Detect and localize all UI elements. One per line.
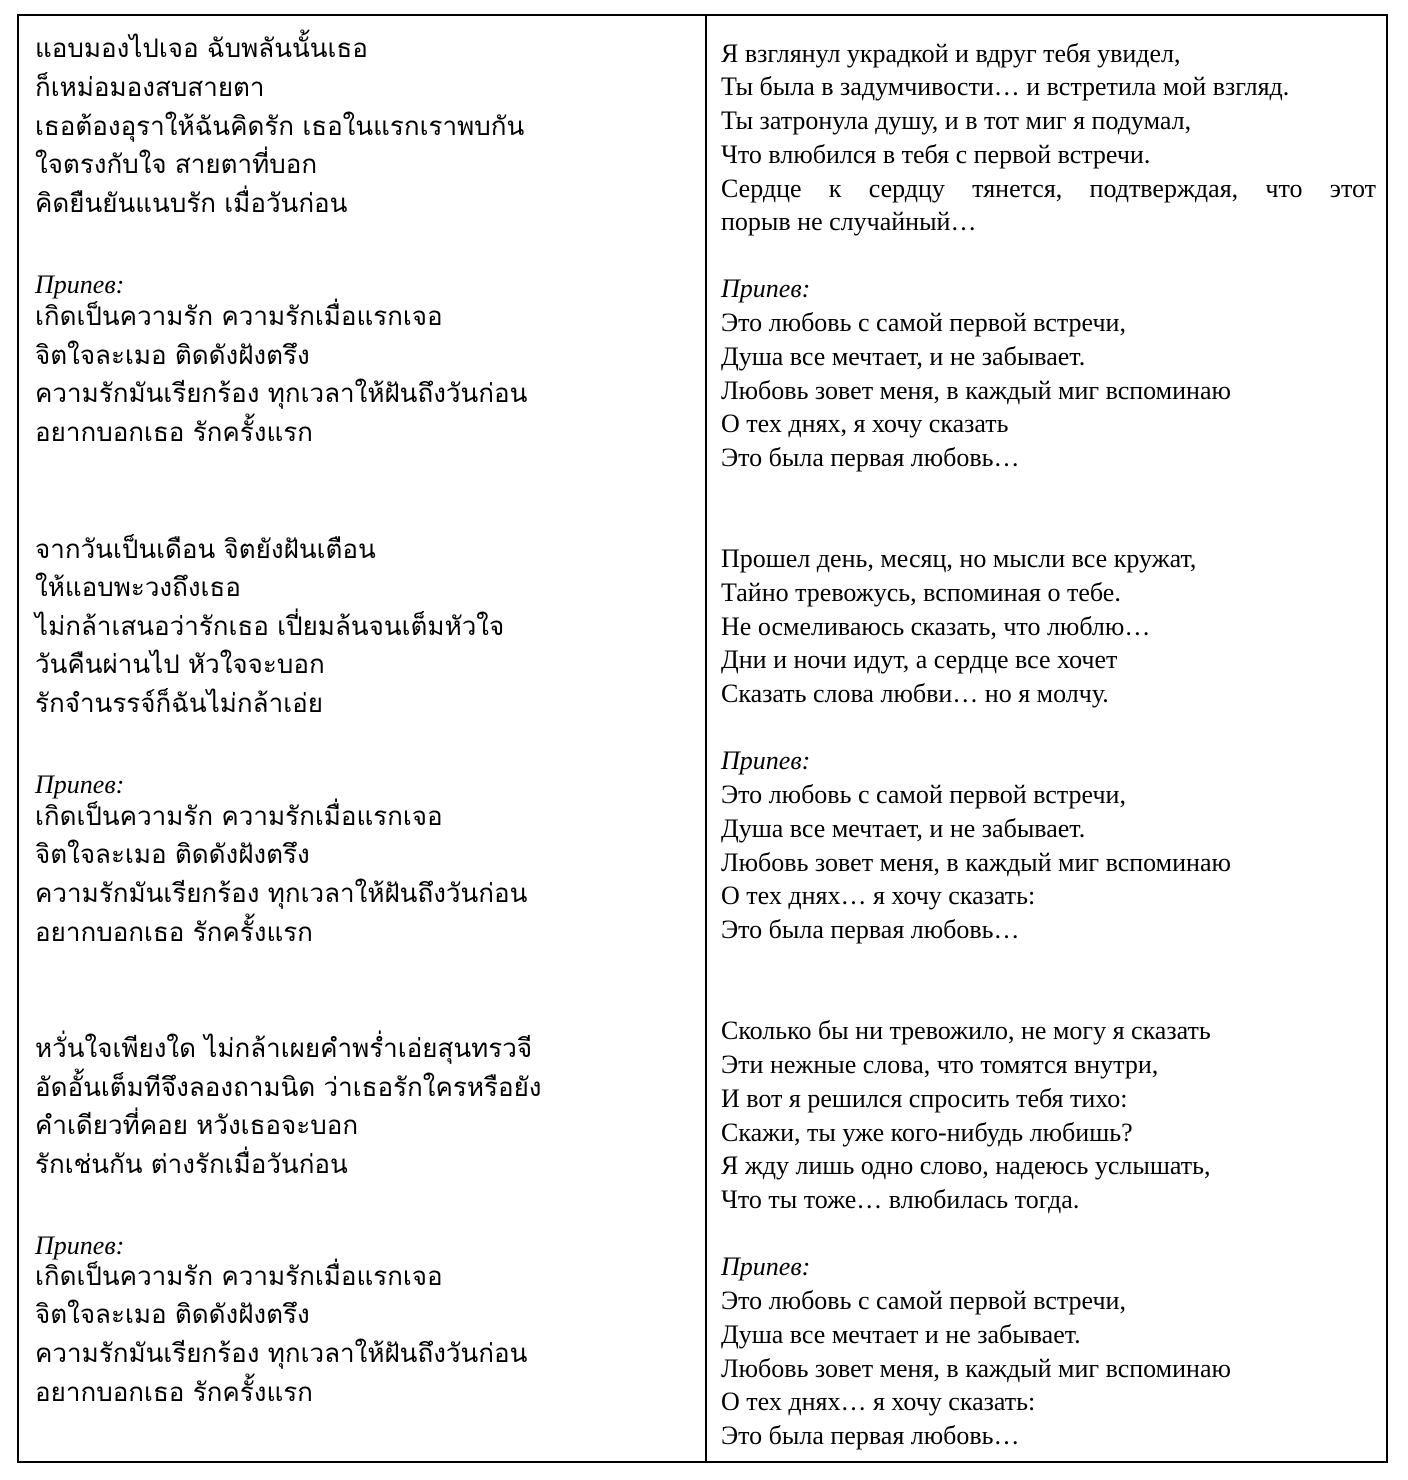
- thai-chorus-label: Припев:: [35, 1231, 125, 1260]
- russian-chorus-line: Это любовь с самой первой встречи,: [721, 780, 1126, 809]
- russian-verse2-line: Тайно тревожусь, вспоминая о тебе.: [721, 578, 1121, 607]
- thai-verse1-line: เธอต้องอุราให้ฉันคิดรัก เธอในแรกเราพบกัน: [35, 112, 525, 142]
- thai-chorus-line: เกิดเป็นความรัก ความรักเมื่อแรกเจอ: [35, 802, 443, 832]
- russian-chorus-line: Это была первая любовь…: [721, 1421, 1020, 1450]
- thai-chorus-line: อยากบอกเธอ รักครั้งแรก: [35, 1378, 313, 1408]
- thai-verse2-line: ไม่กล้าเสนอว่ารักเธอ เปี่ยมล้นจนเต็มหัวใจ: [35, 612, 505, 642]
- russian-verse3-line: Сколько бы ни тревожило, не могу я сказать: [721, 1016, 1211, 1045]
- russian-verse1-line: Сердце к сердцу тянется, подтверждая, что этот: [721, 174, 1376, 203]
- lyrics-table: [17, 14, 1388, 1463]
- thai-chorus-line: จิตใจละเมอ ติดดังฝังตรึง: [35, 840, 310, 870]
- russian-verse3-line: Я жду лишь одно слово, надеюсь услышать,: [721, 1151, 1211, 1180]
- russian-chorus-line: Это была первая любовь…: [721, 443, 1020, 472]
- thai-chorus-line: ความรักมันเรียกร้อง ทุกเวลาให้ฝันถึงวันก่อน: [35, 379, 528, 409]
- thai-verse1-line: ก็เหม่อมองสบสายตา: [35, 73, 265, 103]
- russian-verse1-line: Ты была в задумчивости… и встретила мой взгляд.: [721, 72, 1290, 101]
- russian-verse2-line: Сказать слова любви… но я молчу.: [721, 679, 1109, 708]
- thai-chorus-line: จิตใจละเมอ ติดดังฝังตรึง: [35, 341, 310, 371]
- thai-verse2-line: ให้แอบพะวงถึงเธอ: [35, 573, 241, 603]
- russian-chorus-line: Любовь зовет меня, в каждый миг вспоминаю: [721, 848, 1231, 877]
- thai-verse3-line: หวั่นใจเพียงใด ไม่กล้าเผยคำพร่ำเอ่ยสุนทรวจี: [35, 1034, 533, 1064]
- russian-verse3-line: Что ты тоже… влюбилась тогда.: [721, 1185, 1080, 1214]
- russian-verse3-line: И вот я решился спросить тебя тихо:: [721, 1084, 1128, 1113]
- russian-chorus-label: Припев:: [721, 746, 811, 775]
- thai-chorus-line: เกิดเป็นความรัก ความรักเมื่อแรกเจอ: [35, 1262, 443, 1292]
- thai-chorus-label: Припев:: [35, 770, 125, 799]
- russian-chorus-line: О тех днях… я хочу сказать:: [721, 1387, 1036, 1416]
- thai-verse3-line: รักเช่นกัน ต่างรักเมื่อวันก่อน: [35, 1150, 348, 1180]
- thai-verse1-line: ใจตรงกับใจ สายตาที่บอก: [35, 150, 318, 180]
- thai-verse3-line: อัดอั้นเต็มทีจึงลองถามนิด ว่าเธอรักใครหรือยัง: [35, 1073, 542, 1103]
- russian-chorus-line: Это была первая любовь…: [721, 915, 1020, 944]
- thai-chorus-line: เกิดเป็นความรัก ความรักเมื่อแรกเจอ: [35, 302, 443, 332]
- thai-chorus-line: ความรักมันเรียกร้อง ทุกเวลาให้ฝันถึงวันก่อน: [35, 1339, 528, 1369]
- russian-chorus-label: Припев:: [721, 274, 811, 303]
- russian-chorus-line: Любовь зовет меня, в каждый миг вспоминаю: [721, 376, 1231, 405]
- russian-verse3-line: Эти нежные слова, что томятся внутри,: [721, 1050, 1159, 1079]
- thai-chorus-line: จิตใจละเมอ ติดดังฝังตรึง: [35, 1300, 310, 1330]
- russian-chorus-line: Это любовь с самой первой встречи,: [721, 1286, 1126, 1315]
- column-divider: [705, 16, 707, 1461]
- russian-verse2-line: Прошел день, месяц, но мысли все кружат,: [721, 544, 1197, 573]
- thai-chorus-line: อยากบอกเธอ รักครั้งแรก: [35, 418, 313, 448]
- thai-verse1-line: คิดยืนยันแนบรัก เมื่อวันก่อน: [35, 189, 348, 219]
- russian-verse1-line: Что влюбился в тебя с первой встречи.: [721, 140, 1151, 169]
- russian-chorus-line: О тех днях… я хочу сказать:: [721, 881, 1036, 910]
- russian-chorus-line: Это любовь с самой первой встречи,: [721, 308, 1126, 337]
- russian-verse1-line: порыв не случайный…: [721, 207, 977, 236]
- thai-verse2-line: จากวันเป็นเดือน จิตยังฝันเตือน: [35, 535, 376, 565]
- thai-verse2-line: วันคืนผ่านไป หัวใจจะบอก: [35, 650, 325, 680]
- russian-chorus-line: Душа все мечтает, и не забывает.: [721, 342, 1086, 371]
- russian-chorus-label: Припев:: [721, 1252, 811, 1281]
- thai-verse1-line: แอบมองไปเจอ ฉับพลันนั้นเธอ: [35, 34, 368, 64]
- russian-verse2-line: Не осмеливаюсь сказать, что люблю…: [721, 612, 1151, 641]
- russian-chorus-line: Душа все мечтает, и не забывает.: [721, 814, 1086, 843]
- thai-verse2-line: รักจำนรรจ์ก็ฉันไม่กล้าเอ่ย: [35, 689, 323, 719]
- thai-chorus-label: Припев:: [35, 270, 125, 299]
- thai-chorus-line: ความรักมันเรียกร้อง ทุกเวลาให้ฝันถึงวันก่อน: [35, 879, 528, 909]
- russian-chorus-line: О тех днях, я хочу сказать: [721, 409, 1009, 438]
- russian-verse3-line: Скажи, ты уже кого-нибудь любишь?: [721, 1118, 1133, 1147]
- russian-chorus-line: Душа все мечтает и не забывает.: [721, 1320, 1081, 1349]
- thai-verse3-line: คำเดียวที่คอย หวังเธอจะบอก: [35, 1111, 359, 1141]
- russian-chorus-line: Любовь зовет меня, в каждый миг вспоминаю: [721, 1354, 1231, 1383]
- thai-chorus-line: อยากบอกเธอ รักครั้งแรก: [35, 918, 313, 948]
- russian-verse1-line: Ты затронула душу, и в тот миг я подумал,: [721, 106, 1192, 135]
- russian-verse1-line: Я взглянул украдкой и вдруг тебя увидел,: [721, 39, 1181, 68]
- russian-verse2-line: Дни и ночи идут, а сердце все хочет: [721, 645, 1118, 674]
